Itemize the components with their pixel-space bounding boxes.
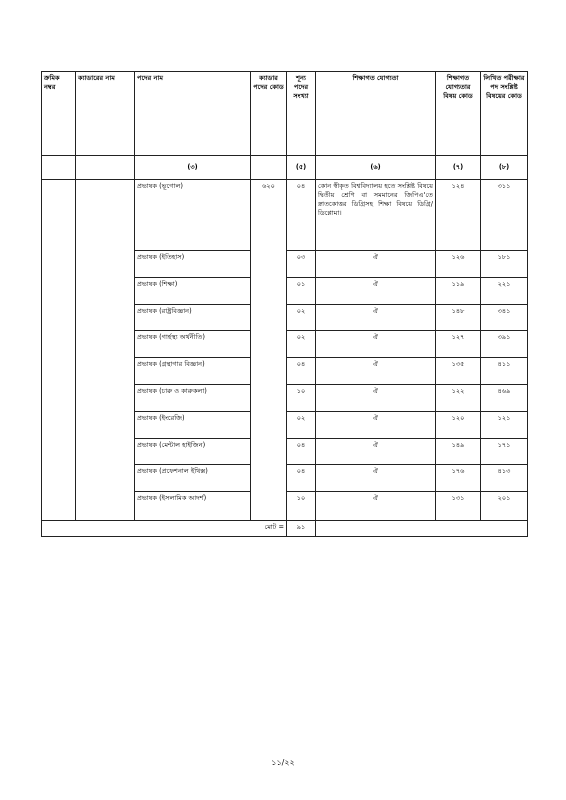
- vacancy-cell: ০৪: [287, 180, 316, 251]
- colnum-exam-code: (৮): [481, 156, 528, 180]
- header-exam-code: লিখিত পরীক্ষার পদ সংশ্লিষ্ট বিষয়ের কোড: [481, 72, 528, 156]
- qualification-code-cell: ১৪৮: [436, 304, 481, 331]
- header-qualification-code: শিক্ষাগত যোগ্যতার বিষয় কোড: [436, 72, 481, 156]
- post-name-cell: প্রভাষক (গার্হস্থ্য অর্থনীতি): [135, 331, 251, 358]
- qualification-code-cell: ১২৪: [436, 180, 481, 251]
- colnum-cadre-code: [251, 156, 287, 180]
- vacancy-cell: ০৩: [287, 251, 316, 278]
- vacancy-cell: ০৪: [287, 465, 316, 492]
- qualification-code-cell: ১৭৬: [436, 465, 481, 492]
- qualification-ditto-cell: ঐ: [316, 492, 436, 521]
- qualification-code-cell: ১৩৫: [436, 358, 481, 385]
- qualification-code-cell: ১২৬: [436, 251, 481, 278]
- post-name-cell: প্রভাষক (ইতিহাস): [135, 251, 251, 278]
- qualification-ditto-cell: ঐ: [316, 251, 436, 278]
- page-number: ১১/২২: [271, 758, 295, 767]
- header-serial: ক্রমিক নম্বর: [42, 72, 76, 156]
- exam-code-cell: ৩৪১: [481, 304, 528, 331]
- header-vacancy: শূন্য পদের সংখ্যা: [287, 72, 316, 156]
- exam-code-cell: ১৭১: [481, 438, 528, 465]
- total-empty-cell: [316, 521, 528, 537]
- cadre-name-cell: [76, 180, 135, 521]
- exam-code-cell: ১২১: [481, 411, 528, 438]
- post-name-cell: প্রভাষক (রাষ্ট্রবিজ্ঞান): [135, 304, 251, 331]
- exam-code-cell: ৪৬৯: [481, 384, 528, 411]
- post-name-cell: প্রভাষক (ইসলামিক আদর্শ): [135, 492, 251, 521]
- header-row: [42, 72, 528, 156]
- header-cadre-name: ক্যাডারের নাম: [76, 72, 135, 156]
- qualification-code-cell: ১২৭: [436, 331, 481, 358]
- vacancy-cell: ০২: [287, 411, 316, 438]
- qualification-ditto-cell: ঐ: [316, 465, 436, 492]
- qualification-ditto-cell: ঐ: [316, 384, 436, 411]
- exam-code-cell: ৩৯১: [481, 331, 528, 358]
- vacancy-cell: ০৪: [287, 438, 316, 465]
- column-number-row: [42, 156, 528, 180]
- qualification-ditto-cell: ঐ: [316, 358, 436, 385]
- vacancy-cell: ০৪: [287, 358, 316, 385]
- exam-code-cell: ৪১১: [481, 358, 528, 385]
- table-row: [42, 180, 528, 251]
- qualification-code-cell: ১৪৯: [436, 438, 481, 465]
- colnum-cadre-name: [76, 156, 135, 180]
- post-name-cell: প্রভাষক (গ্রন্থাগার বিজ্ঞান): [135, 358, 251, 385]
- header-qualification: শিক্ষাগত যোগ্যতা: [316, 72, 436, 156]
- vacancy-cell: ০২: [287, 331, 316, 358]
- exam-code-cell: ২২১: [481, 277, 528, 304]
- vacancy-cell: ১০: [287, 384, 316, 411]
- exam-code-cell: ২০১: [481, 492, 528, 521]
- exam-code-cell: ৪১৩: [481, 465, 528, 492]
- vacancy-cell: ০১: [287, 277, 316, 304]
- post-name-cell: প্রভাষক (শিক্ষা): [135, 277, 251, 304]
- qualification-cell: কোন স্বীকৃত বিশ্ববিদ্যালয় হতে সংশ্লিষ্ট বিষয়ে দ্বিতীয় শ্রেণি বা সমমানের জিপিএ'তে স্নাতকোত্তর ডিগ্রিসহ শিক্ষা বিষয়ে ডিগ্রি/ডিপ্লোমা।: [316, 180, 436, 251]
- qualification-ditto-cell: ঐ: [316, 438, 436, 465]
- qualification-ditto-cell: ঐ: [316, 411, 436, 438]
- qualification-code-cell: ১২০: [436, 411, 481, 438]
- vacancy-cell: ১০: [287, 492, 316, 521]
- exam-code-cell: ৩১১: [481, 180, 528, 251]
- colnum-qualification: (৬): [316, 156, 436, 180]
- total-label: মোট =: [42, 521, 287, 537]
- vacancy-cell: ০২: [287, 304, 316, 331]
- post-name-cell: প্রভাষক (ইংরেজি): [135, 411, 251, 438]
- post-name-cell: প্রভাষক (ভূগোল): [135, 180, 251, 251]
- header-post-name: পদের নাম: [135, 72, 251, 156]
- serial-cell: [42, 180, 76, 521]
- exam-code-cell: ১৮১: [481, 251, 528, 278]
- post-name-cell: প্রভাষক (প্রফেশনাল ইথিক্স): [135, 465, 251, 492]
- colnum-serial: [42, 156, 76, 180]
- cadre-code-cell: ৬২০: [251, 180, 287, 251]
- cadre-code-cell: [251, 251, 287, 521]
- colnum-qualification-code: (৭): [436, 156, 481, 180]
- total-row: [42, 521, 528, 537]
- qualification-ditto-cell: ঐ: [316, 331, 436, 358]
- header-cadre-code: ক্যাডার পদের কোড: [251, 72, 287, 156]
- post-name-cell: প্রভাষক (মেন্টাল হাইজিন): [135, 438, 251, 465]
- colnum-vacancy: (৫): [287, 156, 316, 180]
- vacancy-table: [41, 71, 528, 537]
- colnum-post-name: (৩): [135, 156, 251, 180]
- qualification-ditto-cell: ঐ: [316, 304, 436, 331]
- qualification-code-cell: ১২২: [436, 384, 481, 411]
- total-value: ৯১: [287, 521, 316, 537]
- post-name-cell: প্রভাষক (চারু ও কারুকলা): [135, 384, 251, 411]
- qualification-code-cell: ১১৯: [436, 277, 481, 304]
- qualification-code-cell: ১৩১: [436, 492, 481, 521]
- qualification-ditto-cell: ঐ: [316, 277, 436, 304]
